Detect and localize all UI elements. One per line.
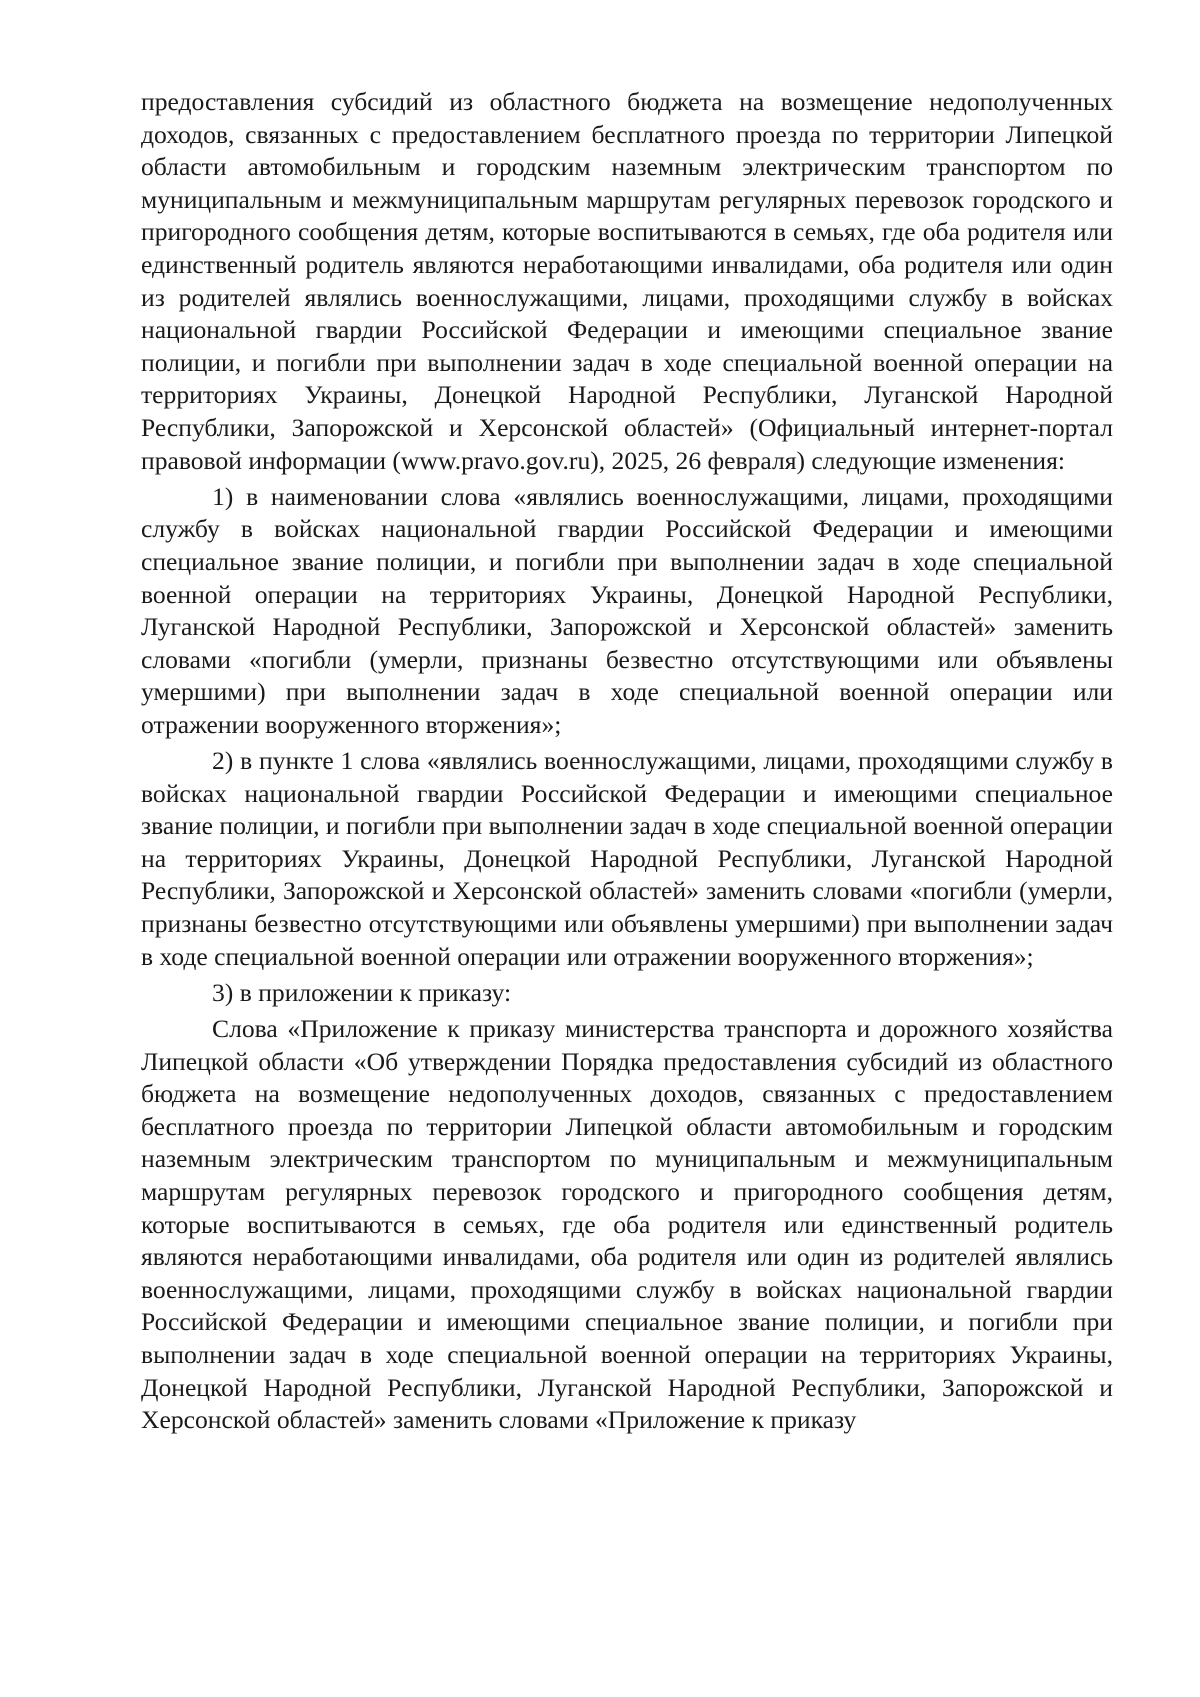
paragraph-appendix-words: Слова «Приложение к приказу министерства транспорта и дорожного хозяйства Липецкой области «Об утверждении Порядка предоставления субсидий из областного бюджета на возмещение недополученных доходов, связанных с предоставлением бесплатного проезда по территории Липецкой области автомобильным и городским наземным электрическим транспортом по муниципальным и межмуниципальным маршрутам регулярных перевозок городского и пригородного сообщения детям, которые воспитываются в семьях, где оба родителя или единственный родитель являются неработающими инвалидами, оба родителя или один из родителей являлись военнослужащими, лицами, проходящими службу в войсках национальной гвардии Российской Федерации и имеющими специальное звание полиции, и погибли при выполнении задач в ходе специальной военной операции на территориях Украины, Донецкой Народной Республики, Луганской Народной Республики, Запорожской и Херсонской областей» заменить словами «Приложение к приказу: [141, 1014, 1113, 1435]
paragraph-item-3: 3) в приложении к приказу:: [212, 977, 512, 1007]
paragraph-intro: предоставления субсидий из областного бюджета на возмещение недополученных доходов, связанных с предоставлением бесплатного проезда по территории Липецкой области автомобильным и городским наземным электрическим транспортом по муниципальным и межмуниципальным маршрутам регулярных перевозок городского и пригородного сообщения детям, которые воспитываются в семьях, где оба родителя или единственный родитель являются неработающими инвалидами, оба родителя или один из родителей являлись военнослужащими, лицами, проходящими службу в войсках национальной гвардии Российской Федерации и имеющими специальное звание полиции, и погибли при выполнении задач в ходе специальной военной операции на территориях Украины, Донецкой Народной Республики, Луганской Народной Республики, Запорожской и Херсонской областей» (Официальный интернет-портал правовой информации (www.pravo.gov.ru), 2025, 26 февраля) следующие изменения:: [141, 87, 1113, 475]
paragraph-item-2: 2) в пункте 1 слова «являлись военнослужащими, лицами, проходящими службу в войсках национальной гвардии Российской Федерации и имеющими специальное звание полиции, и погибли при выполнении задач в ходе специальной военной операции на территориях Украины, Донецкой Народной Республики, Луганской Народной Республики, Запорожской и Херсонской областей» заменить словами «погибли (умерли, признаны безвестно отсутствующими или объявлены умершими) при выполнении задач в ходе специальной военной операции или отражении вооруженного вторжения»;: [141, 746, 1113, 971]
document-body: [141, 86, 1113, 1440]
paragraph-item-1: 1) в наименовании слова «являлись военнослужащими, лицами, проходящими службу в войсках национальной гвардии Российской Федерации и имеющими специальное звание полиции, и погибли при выполнении задач в ходе специальной военной операции на территориях Украины, Донецкой Народной Республики, Луганской Народной Республики, Запорожской и Херсонской областей» заменить словами «погибли (умерли, признаны безвестно отсутствующими или объявлены умершими) при выполнении задач в ходе специальной военной операции или отражении вооруженного вторжения»;: [141, 481, 1113, 739]
